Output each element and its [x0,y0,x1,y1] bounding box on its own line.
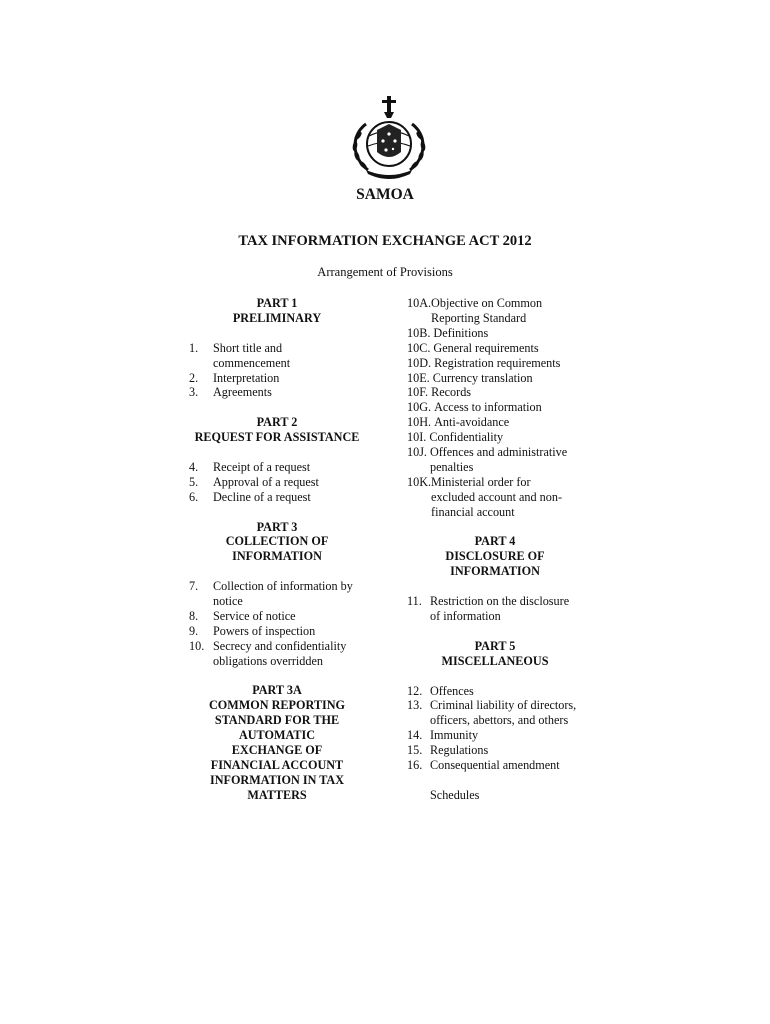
provision-item: 12. Offences [407,683,474,698]
right-column [407,296,583,803]
part-5-heading: PART 5 MISCELLANEOUS [441,638,549,668]
act-title: TAX INFORMATION EXCHANGE ACT 2012 [238,233,532,249]
schedules-label: Schedules [430,787,480,802]
provision-item: 10J. Offences and administrative penalties [407,445,568,474]
provision-item: 10I. Confidentiality [407,430,504,445]
provision-item: 14. Immunity [407,728,479,743]
provision-item: 15. Regulations [407,743,489,758]
provision-item: 10B. Definitions [407,325,489,340]
samoa-coat-of-arms-icon [344,94,434,180]
provision-item: 10F. Records [407,385,472,400]
provision-item: 11. Restriction on the disclosure of information [407,594,570,623]
provision-item: 4. Receipt of a request [189,459,311,474]
provision-item: 3. Agreements [189,385,272,400]
part-3-heading: PART 3 COLLECTION OF INFORMATION [225,519,329,564]
part-2-heading: PART 2 REQUEST FOR ASSISTANCE [194,415,360,445]
left-column [189,296,365,803]
provision-item: 5. Approval of a request [189,474,319,489]
provision-item: 10G. Access to information [407,400,542,415]
provision-item: 13. Criminal liability of directors, officers, abettors, and others [407,698,577,728]
provision-item: 9. Powers of inspection [189,623,316,638]
part-3a-heading: PART 3A COMMON REPORTING STANDARD FOR THE AUTOMATIC EXCHANGE OF FINANCIAL ACCOUNT INFORMATION IN TAX MATTERS [209,683,345,802]
provision-item: 10E. Currency translation [407,370,533,385]
provision-item: 8. Service of notice [189,608,296,623]
provision-item: 7. Collection of information by notice [189,579,353,609]
country-heading: SAMOA [356,186,414,203]
provision-item: 10A. Objective on Common Reporting Standard [407,296,543,325]
part-1-heading: PART 1 PRELIMINARY [232,296,322,325]
provision-item: 10D. Registration requirements [407,355,561,370]
provision-item: 2. Interpretation [189,370,280,385]
part-4-heading: PART 4 DISCLOSURE OF INFORMATION [445,534,545,579]
provision-item: 16. Consequential amendment [407,758,560,773]
provision-item: 10H. Anti-avoidance [407,415,510,430]
provision-item: 6. Decline of a request [189,489,311,504]
provision-item: 10. Secrecy and confidentiality obligations overridden [189,638,347,668]
provision-item: 1. Short title and commencement [189,340,291,370]
arrangement-subtitle: Arrangement of Provisions [317,265,453,279]
provision-item: 10K. Ministerial order for excluded account and non- financial account [407,474,563,519]
provision-item: 10C. General requirements [407,340,539,355]
